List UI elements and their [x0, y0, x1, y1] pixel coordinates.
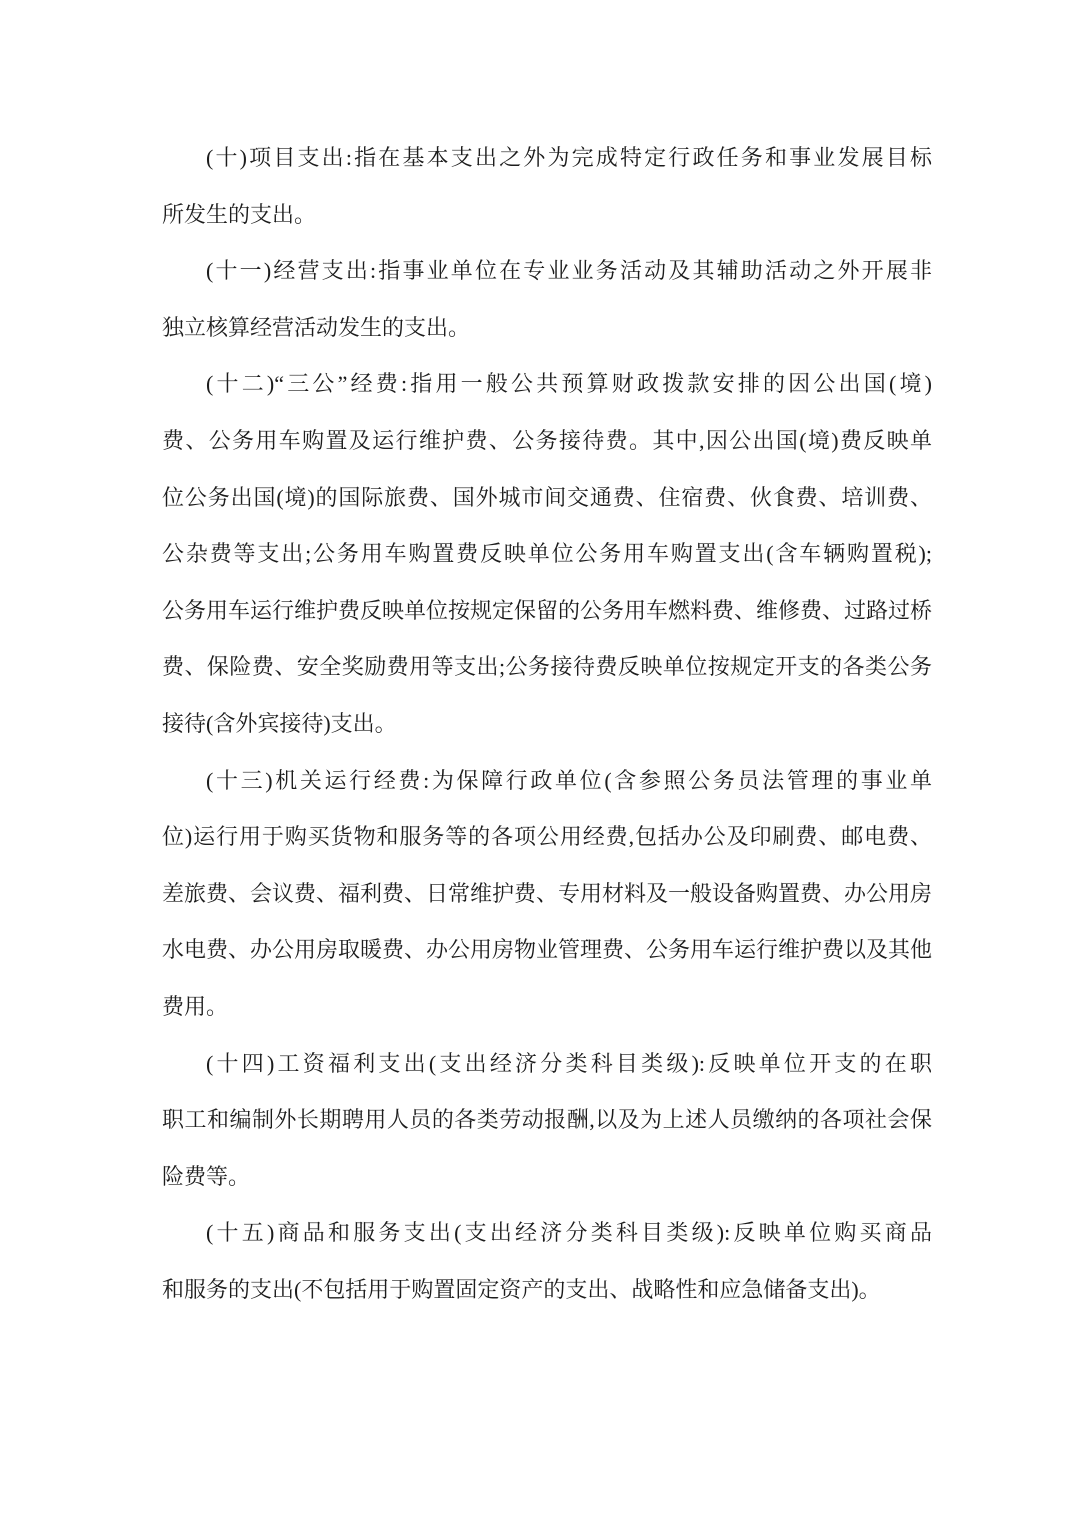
paragraph-item-10: [162, 130, 932, 243]
text-line: 险费等。: [162, 1163, 251, 1189]
text-line: 接待(含外宾接待)支出。: [162, 710, 397, 736]
text-line: 费、保险费、安全奖励费用等支出;公务接待费反映单位按规定开支的各类公务: [162, 654, 932, 680]
paragraph-item-12: [162, 356, 932, 752]
text-line: 费、公务用车购置及运行维护费、公务接待费。其中,因公出国(境)费反映单: [162, 427, 932, 453]
text-line: 职工和编制外长期聘用人员的各类劳动报酬,以及为上述人员缴纳的各项社会保: [162, 1107, 932, 1133]
text-line: 所发生的支出。: [162, 201, 317, 227]
paragraph-item-14: [162, 1036, 932, 1206]
text-line: 公杂费等支出;公务用车购置费反映单位公务用车购置支出(含车辆购置税);: [162, 541, 932, 567]
text-line: 独立核算经营活动发生的支出。: [162, 314, 471, 340]
text-line: 位)运行用于购买货物和服务等的各项公用经费,包括办公及印刷费、邮电费、: [162, 824, 932, 850]
text-line: 公务用车运行维护费反映单位按规定保留的公务用车燃料费、维修费、过路过桥: [162, 597, 932, 623]
text-line: 差旅费、会议费、福利费、日常维护费、专用材料及一般设备购置费、办公用房: [162, 880, 932, 906]
paragraph-item-15: [162, 1205, 932, 1318]
text-line: (十一)经营支出:指事业单位在专业业务活动及其辅助活动之外开展非: [206, 258, 932, 284]
text-line: 水电费、办公用房取暖费、办公用房物业管理费、公务用车运行维护费以及其他: [162, 937, 932, 963]
text-line: (十二)“三公”经费:指用一般公共预算财政拨款安排的因公出国(境): [206, 371, 932, 397]
text-line: (十五)商品和服务支出(支出经济分类科目类级):反映单位购买商品: [206, 1220, 932, 1246]
text-line: 和服务的支出(不包括用于购置固定资产的支出、战略性和应急储备支出)。: [162, 1276, 881, 1302]
paragraph-item-13: [162, 753, 932, 1036]
text-line: 位公务出国(境)的国际旅费、国外城市间交通费、住宿费、伙食费、培训费、: [162, 484, 932, 510]
text-line: (十四)工资福利支出(支出经济分类科目类级):反映单位开支的在职: [206, 1050, 932, 1076]
text-line: (十)项目支出:指在基本支出之外为完成特定行政任务和事业发展目标: [206, 145, 932, 170]
text-line: (十三)机关运行经费:为保障行政单位(含参照公务员法管理的事业单: [206, 767, 932, 793]
text-line: 费用。: [162, 993, 229, 1019]
paragraph-item-11: [162, 243, 932, 356]
